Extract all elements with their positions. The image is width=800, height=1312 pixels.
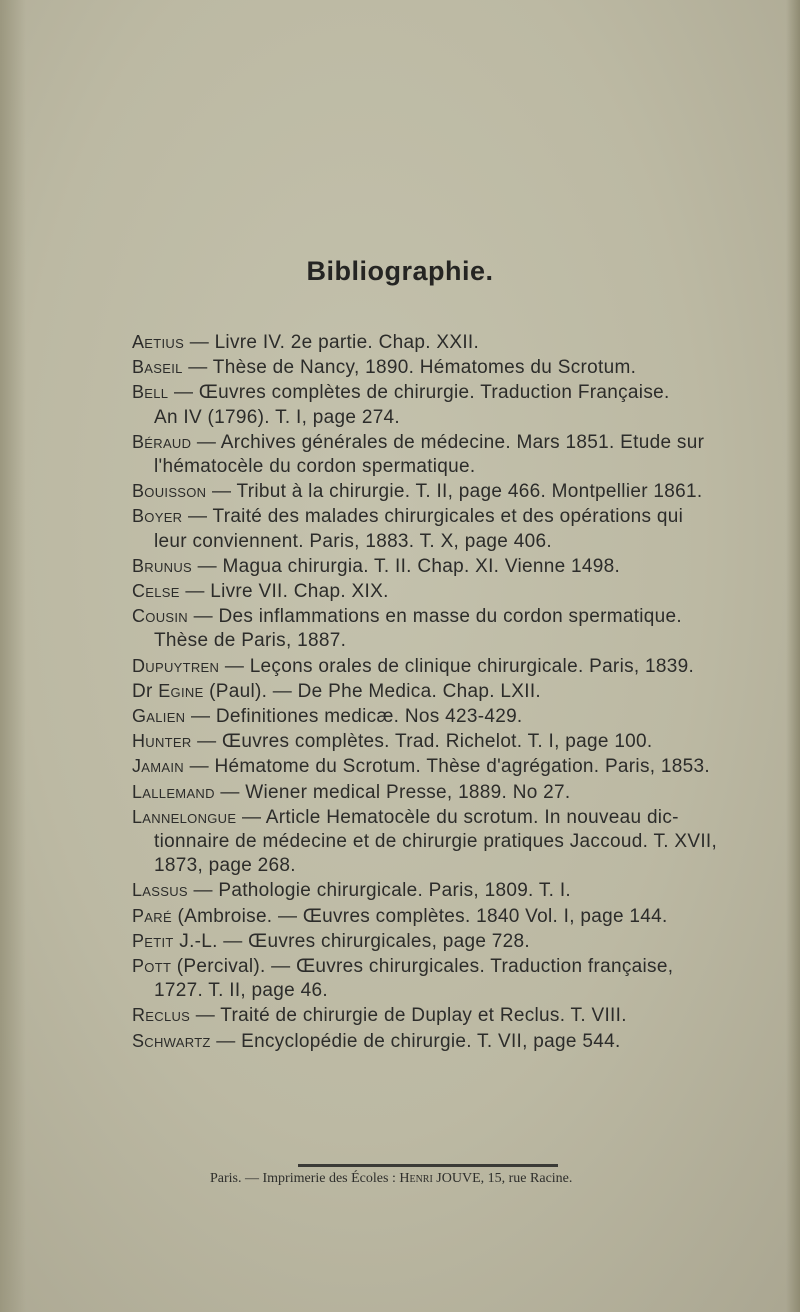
entry-text: — Traité des malades chirurgicales et des opérations qui [187, 506, 684, 528]
entry-text-continued: 1873, page 268. [154, 855, 296, 877]
entry-text: — Wiener medical Presse, 1889. No 27. [220, 781, 571, 803]
entry-author: Jamain [132, 756, 184, 777]
entry-text: J.-L. — Œuvres chirurgicales, page 728. [179, 930, 530, 952]
entry-text: — Livre IV. 2e partie. Chap. XXII. [189, 332, 480, 353]
bibliography-entry [132, 1029, 772, 1054]
footer-printer-first: Henri [399, 1171, 433, 1186]
entry-text: — Archives générales de médecine. Mars 1851. Etude sur [196, 431, 705, 453]
bibliography-entry [132, 878, 772, 903]
entry-author: Baseil [132, 357, 183, 378]
bibliography-entry [132, 780, 772, 805]
entry-author: Bouisson [132, 481, 207, 502]
entry-author: Celse [132, 581, 180, 602]
bibliography-entry [132, 1003, 772, 1028]
bibliography-entry [132, 479, 772, 504]
entry-text-continued: 1727. T. II, page 46. [154, 980, 328, 1002]
entry-text-continued: An IV (1796). T. I, page 274. [154, 406, 401, 428]
entry-text: — Pathologie chirurgicale. Paris, 1809. T. I. [193, 880, 571, 902]
entry-author: Boyer [132, 506, 183, 527]
entry-author: Bell [132, 382, 169, 403]
entry-text: — Thèse de Nancy, 1890. Hématomes du Scrotum. [188, 357, 637, 379]
entry-author: Brunus [132, 555, 193, 576]
entry-author: Reclus [132, 1005, 191, 1026]
entry-text: (Ambroise. — Œuvres complètes. 1840 Vol. I, page 144. [177, 905, 668, 927]
entry-author: Schwartz [132, 1030, 211, 1051]
page-title: Bibliographie. [306, 256, 494, 286]
bibliography-entry [132, 430, 772, 479]
entry-author: Béraud [132, 431, 192, 452]
entry-text: — Leçons orales de clinique chirurgicale. Paris, 1839. [224, 655, 695, 677]
entry-author: Lannelongue [132, 806, 237, 827]
bibliography-entry [132, 754, 772, 779]
entry-text: — Encyclopédie de chirurgie. T. VII, page 544. [216, 1030, 621, 1052]
entry-author: Aetius [132, 332, 185, 352]
bibliography-entry [132, 330, 772, 355]
footer-text: — Imprimerie des Écoles : [245, 1171, 396, 1186]
bibliography-entry [132, 679, 772, 704]
entry-text: — Definitiones medicæ. Nos 423-429. [190, 706, 523, 728]
entry-author: Egine [158, 680, 204, 701]
bibliography-entry [132, 380, 772, 429]
entry-prefix: Dr [132, 680, 153, 702]
entry-text: — Traité de chirurgie de Duplay et Reclus. T. VIII. [195, 1005, 627, 1027]
entry-text-continued: l'hématocèle du cordon spermatique. [154, 456, 476, 478]
bibliography-entry [132, 504, 772, 553]
entry-author: Cousin [132, 606, 188, 627]
entry-text: — Livre VII. Chap. XIX. [185, 581, 389, 603]
entry-text: — Œuvres complètes de chirurgie. Traduction Française. [173, 382, 670, 404]
bibliography-entry [132, 929, 772, 954]
entry-author: Lassus [132, 880, 188, 901]
page-edge-shadow-left [0, 0, 26, 1312]
page-edge-shadow-right [786, 0, 800, 1312]
bibliography-entry [132, 604, 772, 653]
bibliography-entry [132, 654, 772, 679]
footer-rule [298, 1164, 558, 1167]
bibliography-entry [132, 729, 772, 754]
entry-author: Galien [132, 706, 186, 727]
entry-text: (Percival). — Œuvres chirurgicales. Traduction française, [176, 956, 674, 978]
bibliography-entry [132, 355, 772, 380]
entry-text: (Paul). — De Phe Medica. Chap. LXII. [209, 680, 541, 702]
entry-text: — Des inflammations en masse du cordon spermatique. [193, 606, 682, 628]
footer-place: Paris. [210, 1171, 242, 1186]
entry-text-continued: leur conviennent. Paris, 1883. T. X, page 406. [154, 530, 552, 552]
bibliography-entry [132, 554, 772, 579]
printer-footer [210, 1171, 572, 1187]
bibliography-entry [132, 904, 772, 929]
entry-text: — Tribut à la chirurgie. T. II, page 466. Montpellier 1861. [211, 481, 703, 503]
bibliography-entry [132, 805, 772, 879]
entry-text: — Œuvres complètes. Trad. Richelot. T. I, page 100. [197, 731, 653, 753]
entry-text-continued: Thèse de Paris, 1887. [154, 630, 347, 652]
bibliography-entry [132, 954, 772, 1003]
entry-text-continued: tionnaire de médecine et de chirurgie pratiques Jaccoud. T. XVII, [154, 831, 718, 853]
entry-author: Paré [132, 905, 172, 926]
bibliography-list [132, 330, 772, 1054]
entry-author: Pott [132, 956, 172, 977]
entry-author: Hunter [132, 731, 192, 752]
entry-text: — Hématome du Scrotum. Thèse d'agrégation. Paris, 1853. [189, 756, 710, 778]
entry-author: Dupuytren [132, 655, 220, 676]
footer-address: 15, rue Racine. [487, 1171, 573, 1186]
entry-author: Petit [132, 930, 174, 951]
bibliography-entry [132, 704, 772, 729]
entry-text: — Magua chirurgia. T. II. Chap. XI. Vienne 1498. [197, 555, 621, 577]
bibliography-entry [132, 579, 772, 604]
entry-text: — Article Hematocèle du scrotum. In nouveau dic- [241, 806, 679, 828]
entry-author: Lallemand [132, 781, 215, 802]
footer-printer-last: JOUVE, [436, 1171, 485, 1186]
